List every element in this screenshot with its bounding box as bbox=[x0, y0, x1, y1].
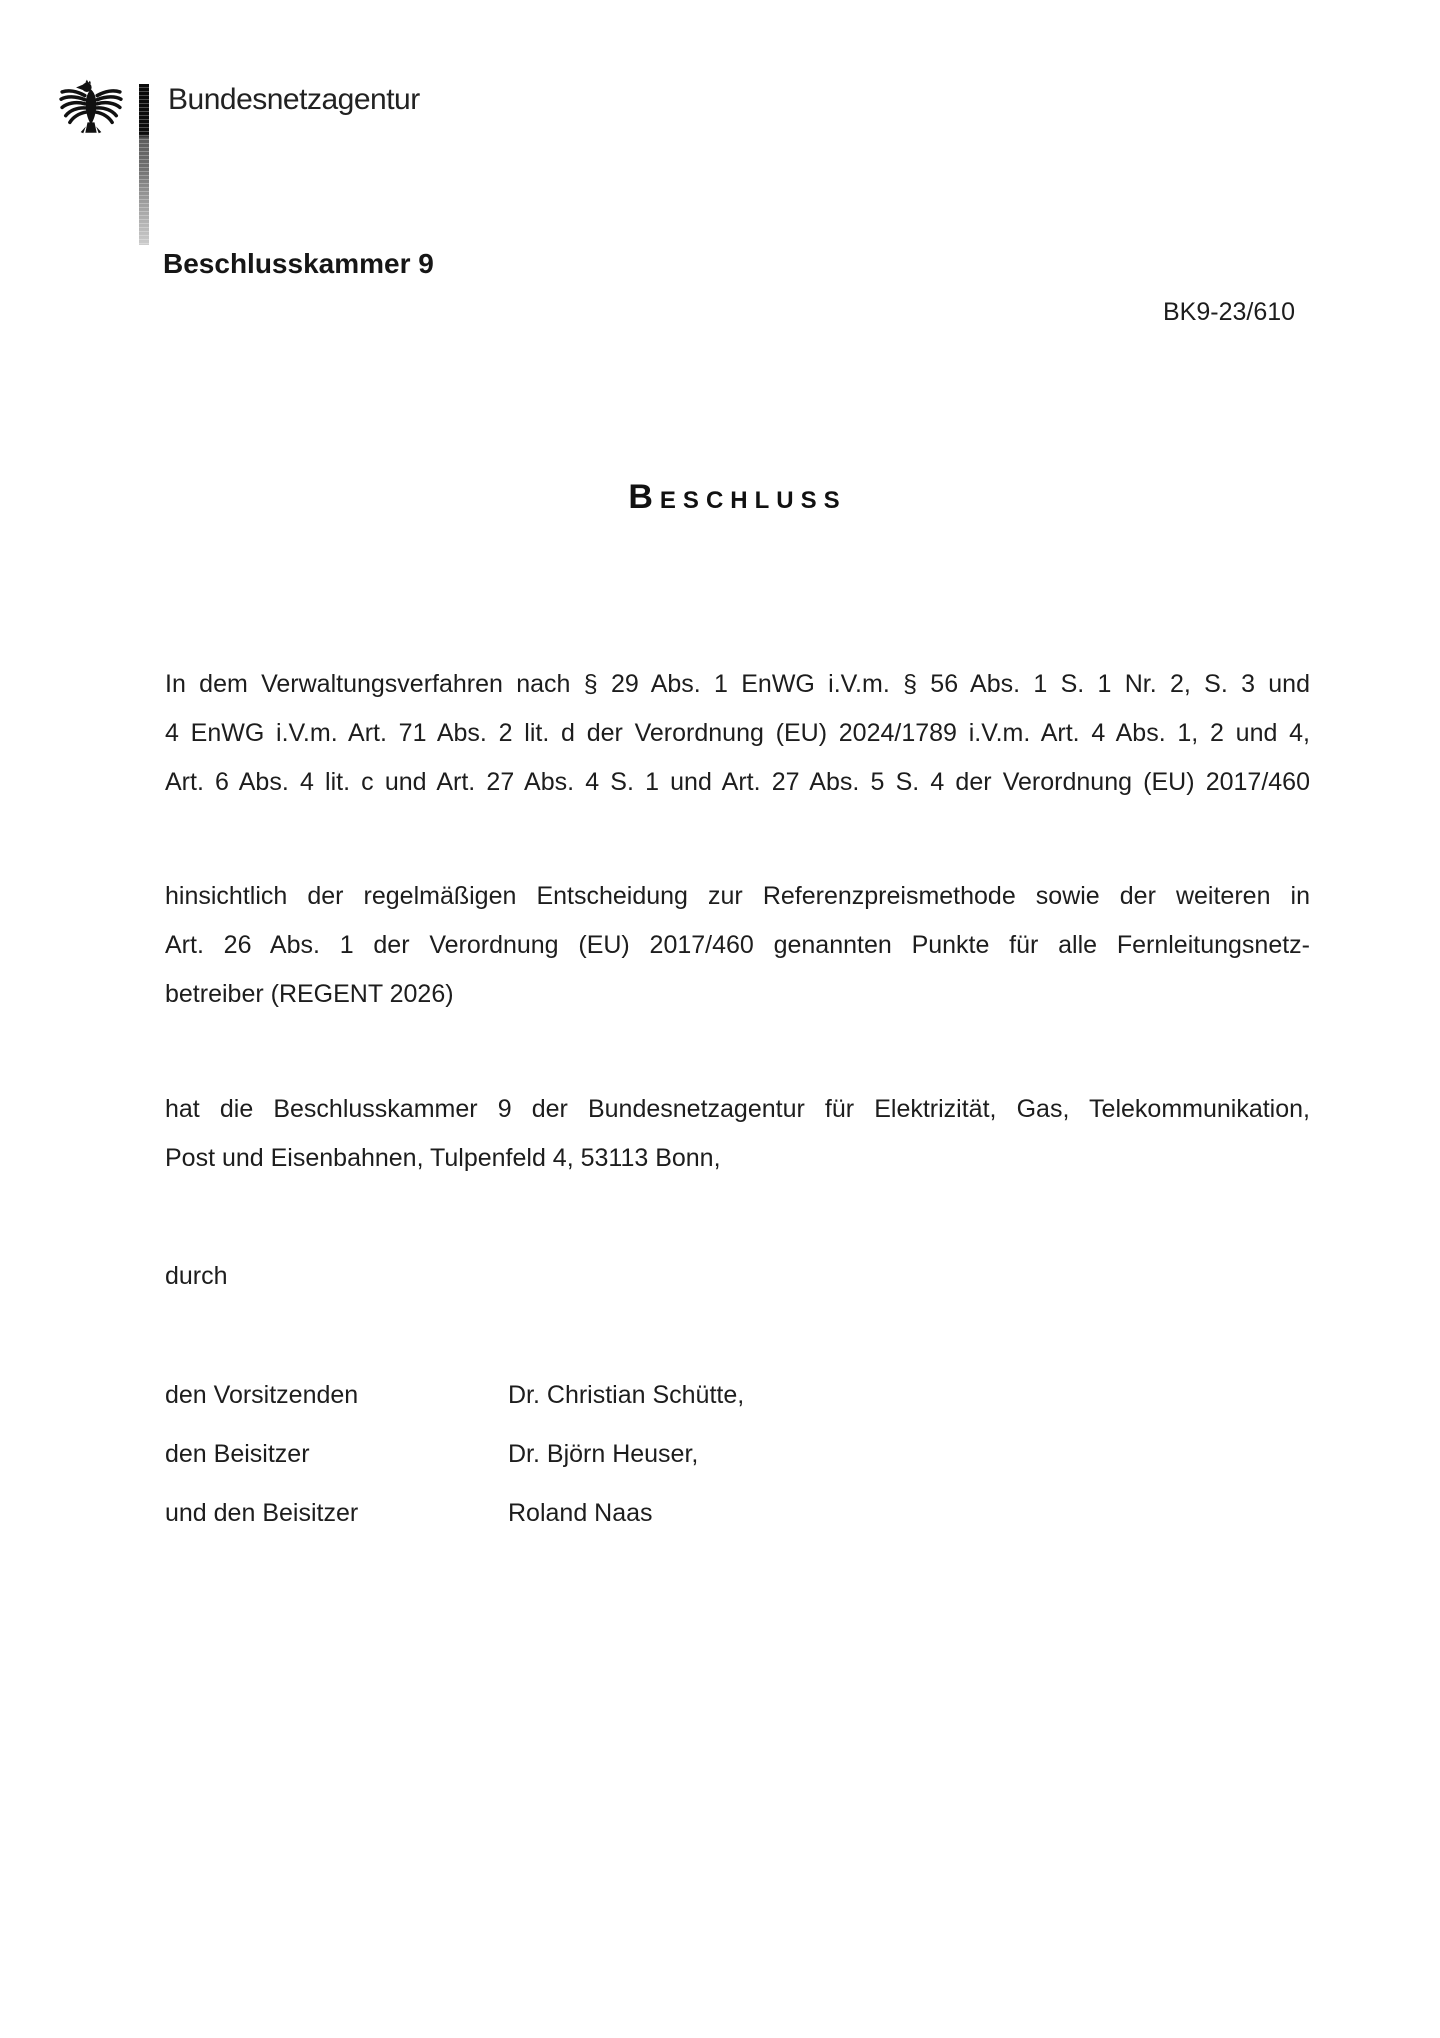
panel-member-name: Dr. Christian Schütte, bbox=[508, 1381, 745, 1409]
paragraph-chamber-address bbox=[165, 1085, 1310, 1183]
text-line: betreiber (REGENT 2026) bbox=[165, 980, 454, 1008]
logo-divider-bar bbox=[139, 84, 149, 245]
document-title: Beschluss bbox=[628, 478, 847, 516]
text-line: Post und Eisenbahnen, Tulpenfeld 4, 53113 Bonn, bbox=[165, 1144, 721, 1172]
panel-member-row bbox=[165, 1439, 1310, 1469]
panel-member-role: den Beisitzer bbox=[165, 1440, 310, 1468]
panel-member-name: Dr. Björn Heuser, bbox=[508, 1440, 699, 1468]
panel-member-role: den Vorsitzenden bbox=[165, 1381, 359, 1409]
text-line: hinsichtlich der regelmäßigen Entscheidung zur Referenzpreismethode sowie der weiteren in bbox=[165, 882, 1310, 910]
text-line: Art. 6 Abs. 4 lit. c und Art. 27 Abs. 4 S. 1 und Art. 27 Abs. 5 S. 4 der Verordnung (EU) 2017/460 bbox=[165, 768, 1310, 796]
agency-name: Bundesnetzagentur bbox=[168, 83, 420, 116]
federal-eagle-icon bbox=[58, 78, 124, 142]
text-line: 4 EnWG i.V.m. Art. 71 Abs. 2 lit. d der Verordnung (EU) 2024/1789 i.V.m. Art. 4 Abs. 1, 2 und 4, bbox=[165, 719, 1310, 747]
panel-member-list bbox=[165, 1380, 1310, 1557]
text-line: Art. 26 Abs. 1 der Verordnung (EU) 2017/460 genannten Punkte für alle Fernleitungsnetz- bbox=[165, 931, 1310, 959]
paragraph-durch bbox=[165, 1252, 1310, 1301]
paragraph-legal-basis bbox=[165, 660, 1310, 807]
text-line: hat die Beschlusskammer 9 der Bundesnetzagentur für Elektrizität, Gas, Telekommunikation, bbox=[165, 1095, 1310, 1123]
text-line: In dem Verwaltungsverfahren nach § 29 Abs. 1 EnWG i.V.m. § 56 Abs. 1 S. 1 Nr. 2, S. 3 und bbox=[165, 670, 1310, 698]
panel-member-row bbox=[165, 1380, 1310, 1410]
panel-member-role: und den Beisitzer bbox=[165, 1499, 359, 1527]
panel-member-row bbox=[165, 1498, 1310, 1528]
paragraph-subject bbox=[165, 872, 1310, 1019]
chamber-heading: Beschlusskammer 9 bbox=[163, 248, 434, 279]
case-number: BK9-23/610 bbox=[1163, 298, 1296, 326]
text-line: durch bbox=[165, 1262, 228, 1290]
panel-member-name: Roland Naas bbox=[508, 1499, 653, 1527]
